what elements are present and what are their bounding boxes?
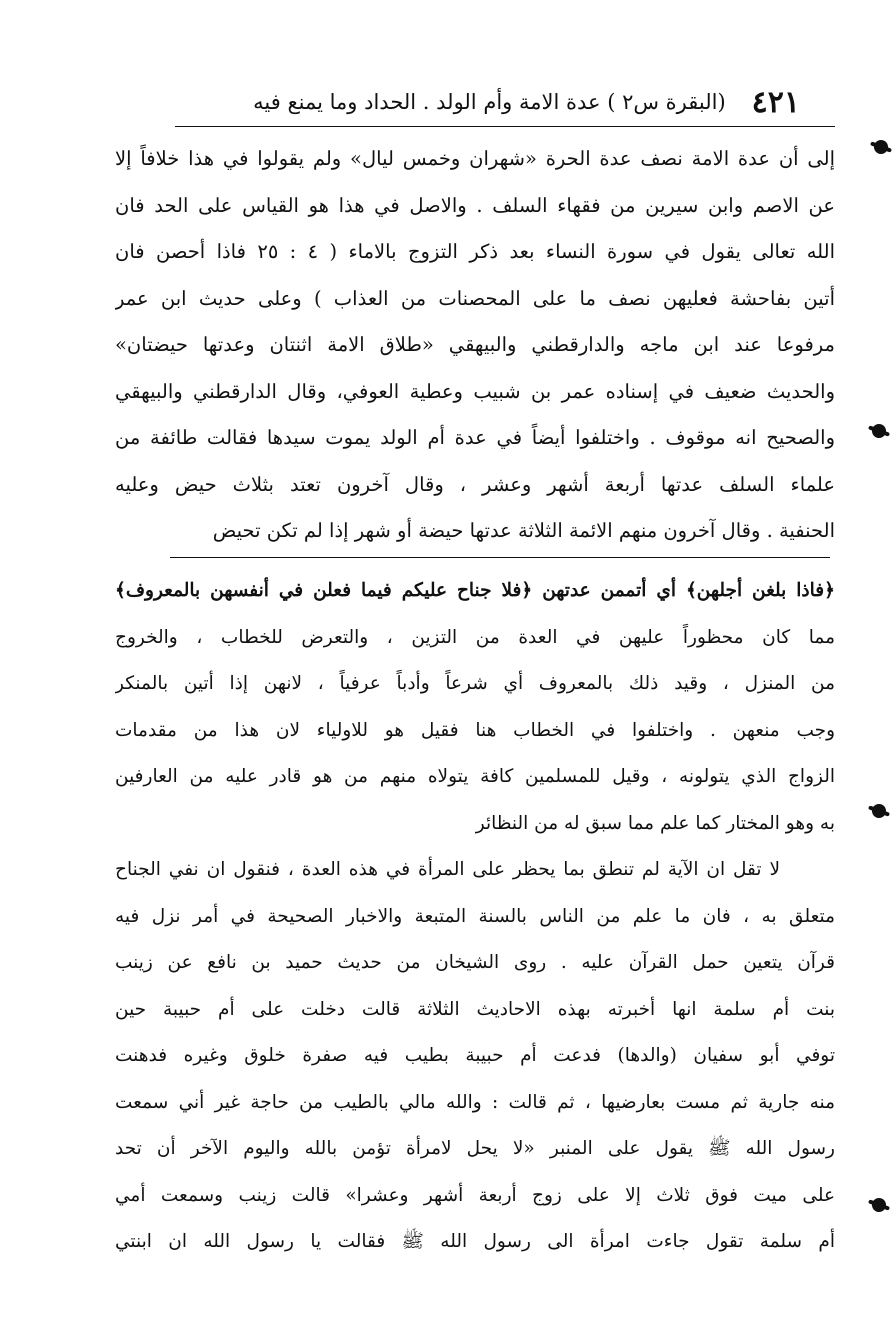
main-text-line: أتين بفاحشة فعليهن نصف ما على المحصنات من العذاب ) وعلى حديث ابن عمر [115,286,835,310]
binding-hole-mark [872,138,890,156]
main-text-block [115,136,835,555]
verse-line: ﴿فاذا بلغن أجلهن﴾ أي أتممن عدتهن ﴿فلا جناح عليكم فيما فعلن في أنفسهن بالمعروف﴾ [115,580,835,601]
binding-hole-mark [870,802,888,820]
main-text-line: والحديث ضعيف في إسناده عمر بن شبيب وعطية العوفي، وقال الدارقطني والبيهقي [115,379,835,403]
header-rule [175,126,835,127]
main-text-line: مرفوعا عند ابن ماجه والدارقطني والبيهقي «طلاق الامة اثنتان وعدتها حيضتان» [115,333,835,356]
commentary-line: قرآن يتعين حمل القرآن عليه . روى الشيخان من حديث حميد بن نافع عن زينب [115,952,835,973]
commentary-line: به وهو المختار كما علم مما سبق له من النظائر [475,812,835,834]
page-number: ٤٢١ [751,84,800,120]
commentary-line: على ميت فوق ثلاث إلا على زوج أربعة أشهر وعشرا» قالت زينب وسمعت أمي [115,1184,835,1206]
commentary-line: متعلق به ، فان ما علم من الناس بالسنة المتبعة والاخبار الصحيحة في أمر نزل فيه [115,905,835,927]
main-text-line: الحنفية . وقال آخرون منهم الائمة الثلاثة عدتها حيضة أو شهر إذا لم تكن تحيض [212,519,835,542]
commentary-line: لا تقل ان الآية لم تنطق بما يحظر على المرأة في هذه العدة ، فنقول ان نفي الجناح [115,859,780,880]
page-header [180,82,800,122]
section-divider [170,557,830,558]
commentary-line: أم سلمة تقول جاءت امرأة الى رسول الله ﷺ فقالت يا رسول الله ان ابنتي [115,1231,835,1252]
main-text-line: إلى أن عدة الامة نصف عدة الحرة «شهران وخمس ليال» ولم يقولوا في هذا خلافاً إلا [115,147,835,170]
main-text-line: علماء السلف عدتها أربعة أشهر وعشر ، وقال آخرون تعتد بثلاث حيض وعليه [115,472,835,496]
main-text-line: عن الاصم وابن سيرين من فقهاء السلف . والاصل في هذا هو القياس على الحد فان [115,193,835,217]
commentary-block [115,568,835,1266]
main-text-line: الله تعالى يقول في سورة النساء بعد ذكر التزوج بالاماء ( ٤ : ٢٥ فاذا أحصن فان [115,240,835,263]
commentary-line: مما كان محظوراً عليهن في العدة من التزين ، والتعرض للخطاب ، والخروج [115,626,835,648]
binding-hole-mark [870,422,888,440]
commentary-line: بنت أم سلمة انها أخبرته بهذه الاحاديث الثلاثة قالت دخلت على أم حبيبة حين [115,998,835,1020]
commentary-line: منه جارية ثم مست بعارضيها ، ثم قالت : والله مالي بالطيب من حاجة غير أني سمعت [115,1091,835,1113]
running-title: (البقرة س٢ ) عدة الامة وأم الولد . الحداد وما يمنع فيه [253,90,726,114]
commentary-line: وجب منعهن . واختلفوا في الخطاب هنا فقيل هو للاولياء لان هذا من مقدمات [115,719,835,741]
binding-hole-mark [870,1196,888,1214]
commentary-line: رسول الله ﷺ يقول على المنبر «لا يحل لامرأة تؤمن بالله واليوم الآخر أن تحد [115,1138,835,1159]
main-text-line: والصحيح انه موقوف . واختلفوا أيضاً في عدة أم الولد يموت سيدها فقالت طائفة من [115,426,835,449]
commentary-line: من المنزل ، وقيد ذلك بالمعروف أي شرعاً وأدباً عرفياً ، لانهن إذا أتين بالمنكر [115,673,835,694]
commentary-line: الزواج الذي يتولونه ، وقيل للمسلمين كافة يتولاه منهم من هو قادر عليه من العارفين [115,766,835,787]
commentary-line: توفي أبو سفيان (والدها) فدعت أم حبيبة بطيب فيه صفرة خلوق وغيره فدهنت [115,1045,835,1066]
